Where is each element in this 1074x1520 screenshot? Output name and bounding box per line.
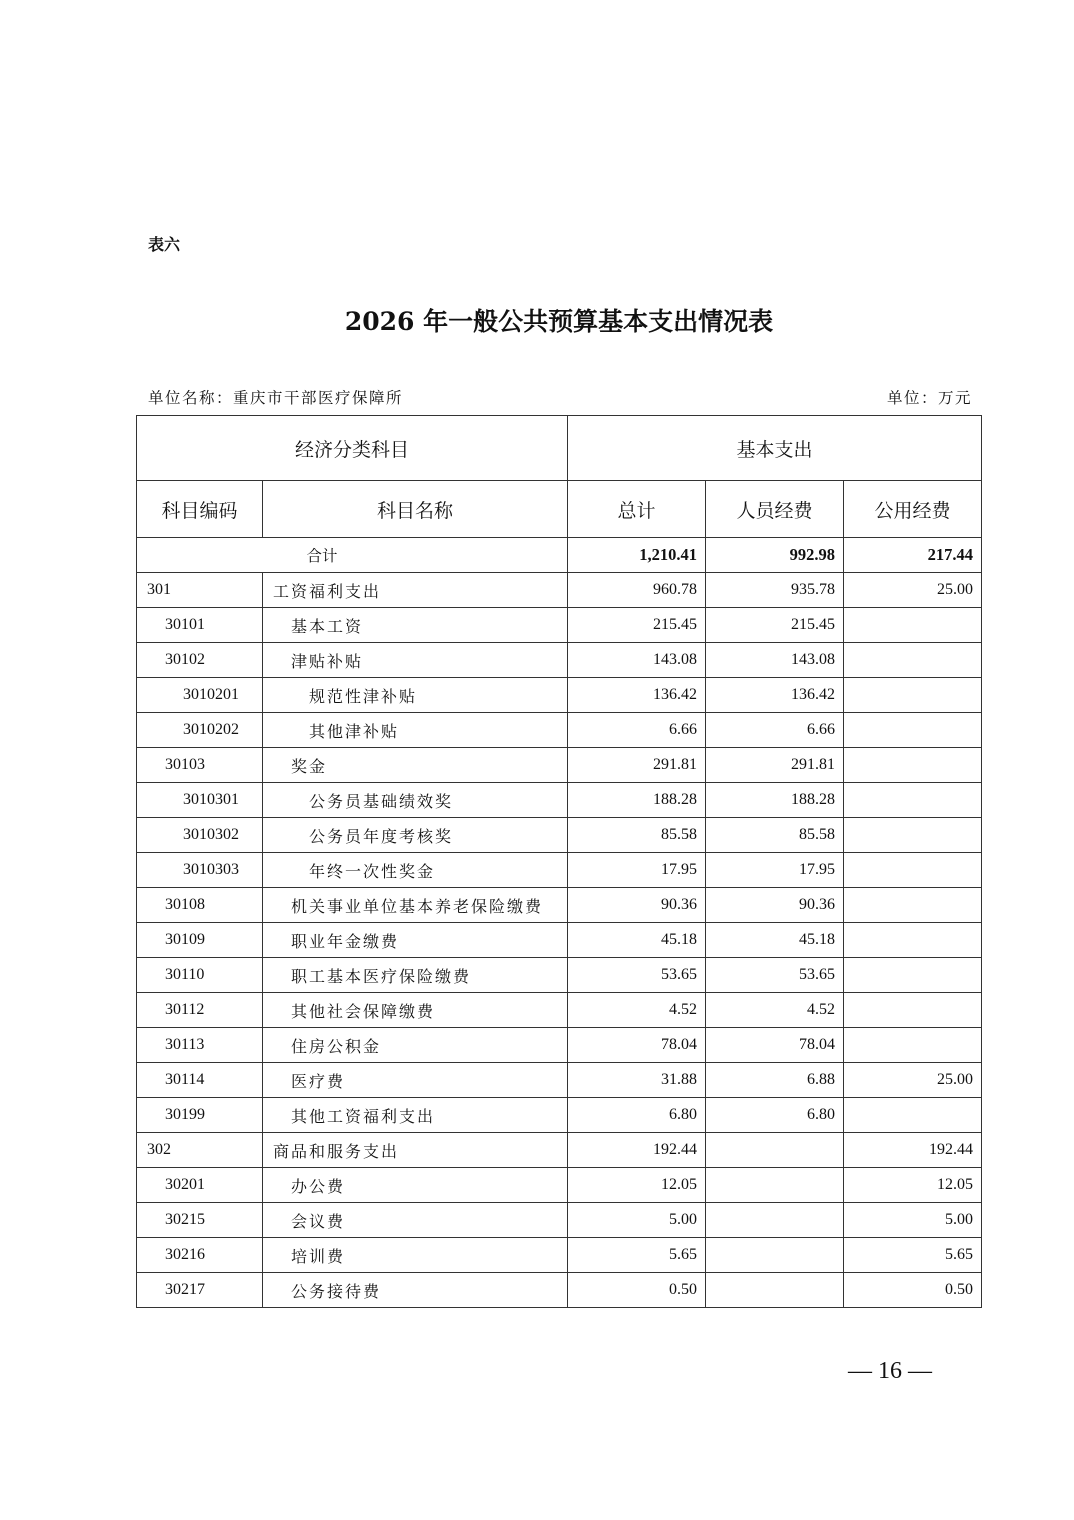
- table-row: [137, 888, 982, 923]
- row-personnel: 188.28: [706, 783, 844, 818]
- row-total: 78.04: [568, 1028, 706, 1063]
- row-personnel: 45.18: [706, 923, 844, 958]
- row-code: 30113: [137, 1028, 263, 1063]
- row-total: 90.36: [568, 888, 706, 923]
- row-total: 291.81: [568, 748, 706, 783]
- unit-label: 单位：万元: [886, 389, 972, 407]
- row-public: [844, 713, 982, 748]
- row-personnel: 136.42: [706, 678, 844, 713]
- row-total: 5.65: [568, 1238, 706, 1273]
- row-total: 215.45: [568, 608, 706, 643]
- total-row: [137, 538, 982, 573]
- table-row: [137, 853, 982, 888]
- row-personnel: [706, 1203, 844, 1238]
- row-public: 5.65: [844, 1238, 982, 1273]
- row-total: 85.58: [568, 818, 706, 853]
- row-public: 5.00: [844, 1203, 982, 1238]
- row-total: 6.66: [568, 713, 706, 748]
- row-code: 30108: [137, 888, 263, 923]
- row-public: 12.05: [844, 1168, 982, 1203]
- row-code: 30114: [137, 1063, 263, 1098]
- header-code: 科目编码: [137, 481, 263, 538]
- header-public: 公用经费: [844, 481, 982, 538]
- header-basic-expenditure: 基本支出: [568, 416, 982, 481]
- row-code: 30112: [137, 993, 263, 1028]
- row-personnel: 90.36: [706, 888, 844, 923]
- table-row: [137, 713, 982, 748]
- row-personnel: [706, 1168, 844, 1203]
- row-code: 30103: [137, 748, 263, 783]
- table-row: [137, 783, 982, 818]
- total-personnel: 992.98: [706, 538, 844, 573]
- row-name: 公务员年度考核奖: [263, 818, 568, 853]
- row-total: 143.08: [568, 643, 706, 678]
- table-row: [137, 573, 982, 608]
- row-public: [844, 958, 982, 993]
- row-public: [844, 1098, 982, 1133]
- row-total: 188.28: [568, 783, 706, 818]
- row-name: 奖金: [263, 748, 568, 783]
- page-number: — 16 —: [848, 1358, 932, 1384]
- row-personnel: [706, 1273, 844, 1308]
- row-personnel: 935.78: [706, 573, 844, 608]
- header-economic-classification: 经济分类科目: [137, 416, 568, 481]
- row-name: 会议费: [263, 1203, 568, 1238]
- row-public: 192.44: [844, 1133, 982, 1168]
- table-row: [137, 993, 982, 1028]
- row-public: [844, 608, 982, 643]
- header-total: 总计: [568, 481, 706, 538]
- row-public: 0.50: [844, 1273, 982, 1308]
- row-name: 办公费: [263, 1168, 568, 1203]
- row-code: 30110: [137, 958, 263, 993]
- table-row: [137, 1133, 982, 1168]
- total-total: 1,210.41: [568, 538, 706, 573]
- row-personnel: 6.88: [706, 1063, 844, 1098]
- table-row: [137, 1203, 982, 1238]
- table-row: [137, 1028, 982, 1063]
- row-name: 公务接待费: [263, 1273, 568, 1308]
- table-label: 表六: [148, 235, 181, 254]
- table-row: [137, 643, 982, 678]
- row-code: 3010201: [137, 678, 263, 713]
- row-public: 25.00: [844, 1063, 982, 1098]
- row-public: [844, 853, 982, 888]
- row-name: 公务员基础绩效奖: [263, 783, 568, 818]
- row-total: 6.80: [568, 1098, 706, 1133]
- row-code: 30199: [137, 1098, 263, 1133]
- row-code: 3010301: [137, 783, 263, 818]
- table-row: [137, 818, 982, 853]
- row-code: 30101: [137, 608, 263, 643]
- row-public: [844, 748, 982, 783]
- row-personnel: 17.95: [706, 853, 844, 888]
- row-total: 53.65: [568, 958, 706, 993]
- row-code: 3010202: [137, 713, 263, 748]
- row-total: 12.05: [568, 1168, 706, 1203]
- row-total: 960.78: [568, 573, 706, 608]
- row-public: [844, 643, 982, 678]
- row-name: 工资福利支出: [263, 573, 568, 608]
- row-total: 192.44: [568, 1133, 706, 1168]
- row-code: 30109: [137, 923, 263, 958]
- row-total: 0.50: [568, 1273, 706, 1308]
- row-personnel: 6.66: [706, 713, 844, 748]
- table-row: [137, 1273, 982, 1308]
- row-code: 3010302: [137, 818, 263, 853]
- row-public: [844, 678, 982, 713]
- row-personnel: 6.80: [706, 1098, 844, 1133]
- row-total: 4.52: [568, 993, 706, 1028]
- row-personnel: [706, 1238, 844, 1273]
- row-total: 45.18: [568, 923, 706, 958]
- row-personnel: 85.58: [706, 818, 844, 853]
- row-code: 3010303: [137, 853, 263, 888]
- row-total: 17.95: [568, 853, 706, 888]
- row-personnel: 291.81: [706, 748, 844, 783]
- table-row: [137, 958, 982, 993]
- row-personnel: 143.08: [706, 643, 844, 678]
- row-name: 其他津补贴: [263, 713, 568, 748]
- table-row: [137, 678, 982, 713]
- row-code: 301: [137, 573, 263, 608]
- table-row: [137, 1238, 982, 1273]
- table-row: [137, 608, 982, 643]
- row-name: 职工基本医疗保险缴费: [263, 958, 568, 993]
- page-title: 2026 年一般公共预算基本支出情况表: [344, 307, 774, 336]
- total-public: 217.44: [844, 538, 982, 573]
- row-name: 医疗费: [263, 1063, 568, 1098]
- total-label: 合计: [137, 538, 568, 573]
- row-total: 31.88: [568, 1063, 706, 1098]
- row-name: 机关事业单位基本养老保险缴费: [263, 888, 568, 923]
- row-name: 职业年金缴费: [263, 923, 568, 958]
- table-row: [137, 923, 982, 958]
- row-code: 30216: [137, 1238, 263, 1273]
- row-personnel: 78.04: [706, 1028, 844, 1063]
- row-name: 年终一次性奖金: [263, 853, 568, 888]
- row-name: 津贴补贴: [263, 643, 568, 678]
- table-row: [137, 1098, 982, 1133]
- row-name: 基本工资: [263, 608, 568, 643]
- row-personnel: [706, 1133, 844, 1168]
- row-code: 30201: [137, 1168, 263, 1203]
- row-total: 136.42: [568, 678, 706, 713]
- table-row: [137, 1168, 982, 1203]
- header-name: 科目名称: [263, 481, 568, 538]
- row-name: 其他工资福利支出: [263, 1098, 568, 1133]
- group-header-row: [137, 416, 982, 481]
- row-total: 5.00: [568, 1203, 706, 1238]
- row-name: 其他社会保障缴费: [263, 993, 568, 1028]
- table-row: [137, 748, 982, 783]
- row-public: [844, 1028, 982, 1063]
- row-name: 培训费: [263, 1238, 568, 1273]
- row-public: [844, 923, 982, 958]
- row-code: 302: [137, 1133, 263, 1168]
- header-personnel: 人员经费: [706, 481, 844, 538]
- row-code: 30215: [137, 1203, 263, 1238]
- row-name: 住房公积金: [263, 1028, 568, 1063]
- row-public: [844, 993, 982, 1028]
- row-public: [844, 783, 982, 818]
- row-personnel: 4.52: [706, 993, 844, 1028]
- row-code: 30102: [137, 643, 263, 678]
- row-name: 商品和服务支出: [263, 1133, 568, 1168]
- row-code: 30217: [137, 1273, 263, 1308]
- row-personnel: 215.45: [706, 608, 844, 643]
- table-row: [137, 1063, 982, 1098]
- row-public: 25.00: [844, 573, 982, 608]
- unit-name: 单位名称：重庆市干部医疗保障所: [148, 389, 404, 407]
- row-personnel: 53.65: [706, 958, 844, 993]
- row-public: [844, 818, 982, 853]
- budget-table: [136, 415, 982, 1308]
- row-name: 规范性津补贴: [263, 678, 568, 713]
- row-public: [844, 888, 982, 923]
- column-header-row: [137, 481, 982, 538]
